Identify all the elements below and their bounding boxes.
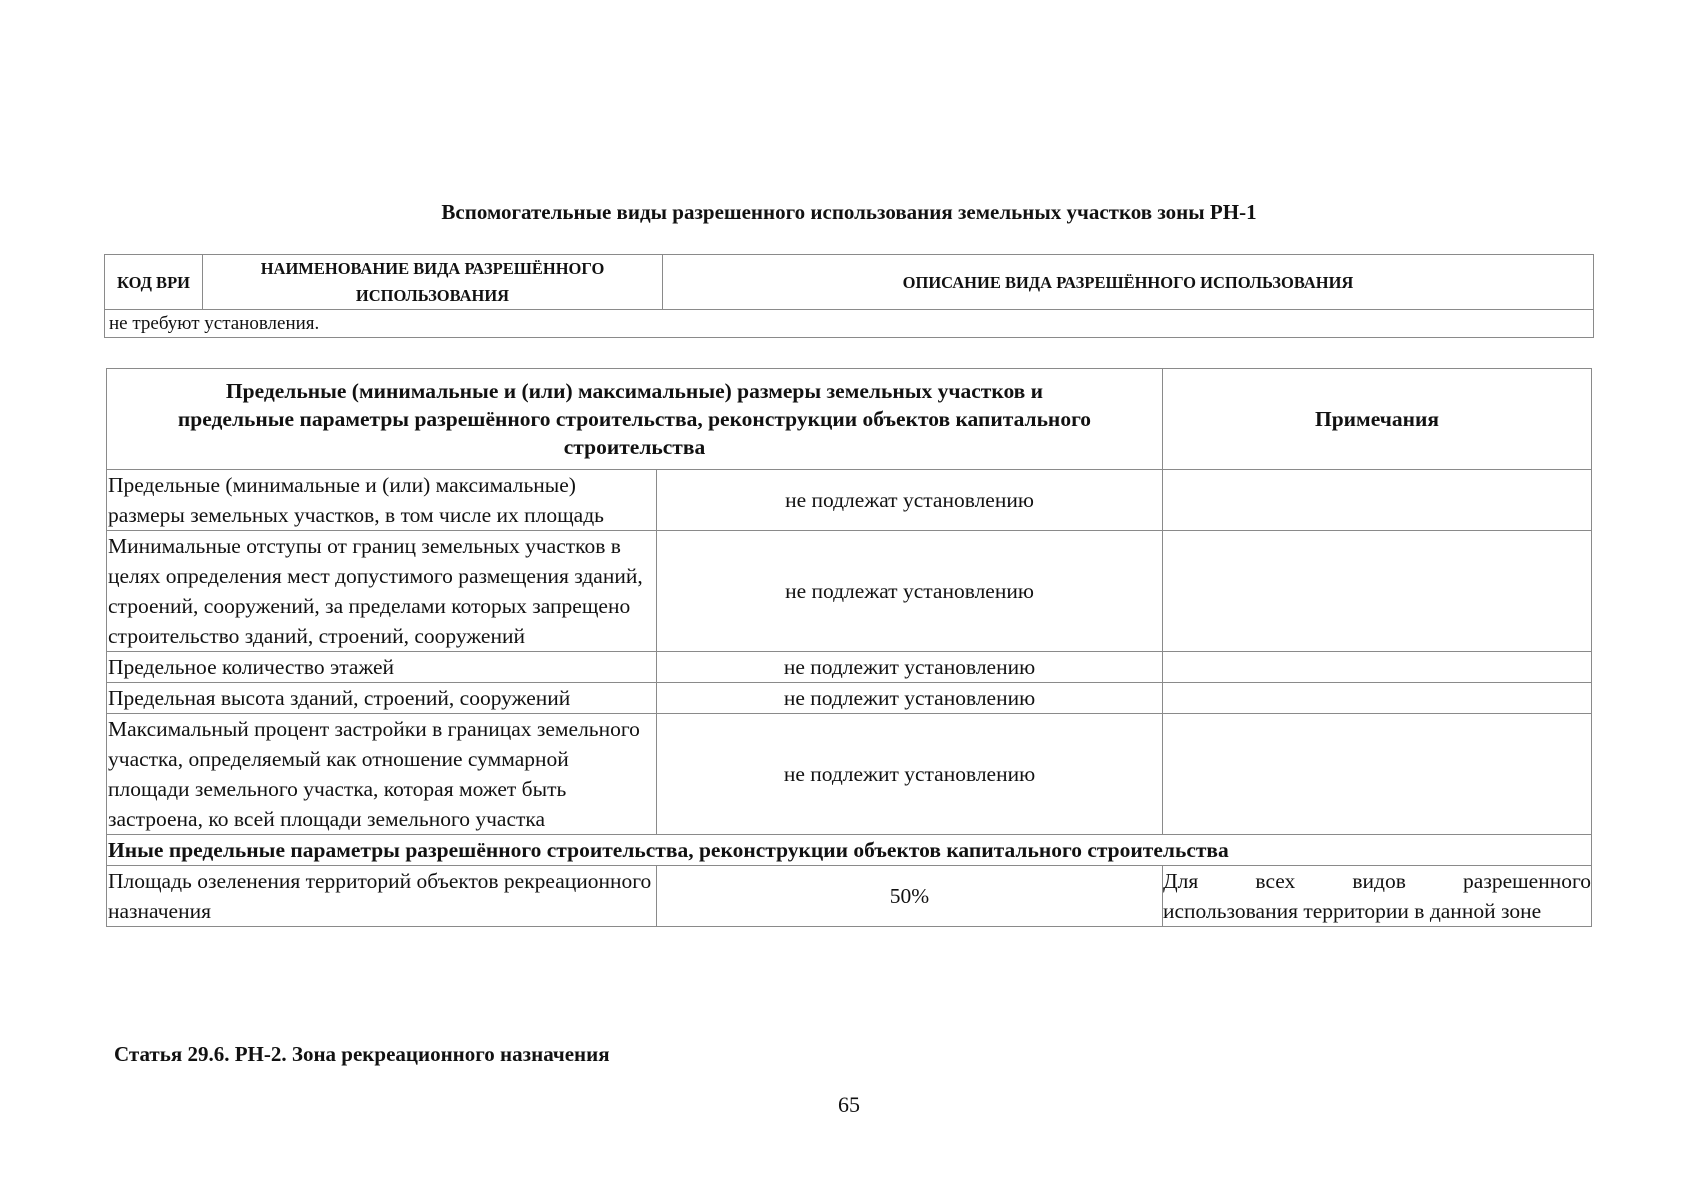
param-value: не подлежат установлению xyxy=(657,470,1163,531)
table-row xyxy=(107,683,1592,714)
header-name: НАИМЕНОВАНИЕ ВИДА РАЗРЕШЁННОГО ИСПОЛЬЗОВАНИЯ xyxy=(203,255,663,310)
article-heading: Статья 29.6. РН-2. Зона рекреационного назначения xyxy=(114,1042,610,1066)
param-value: не подлежат установлению xyxy=(657,531,1163,652)
section-title: Иные предельные параметры разрешённого строительства, реконструкции объектов капитального строительства xyxy=(107,835,1592,866)
param-note xyxy=(1163,683,1592,714)
params-table-header-row xyxy=(107,369,1592,470)
vri-table-note-row xyxy=(105,310,1594,338)
param-name: Предельное количество этажей xyxy=(107,652,657,683)
vri-table xyxy=(104,254,1594,338)
page-number: 65 xyxy=(838,1092,860,1117)
param-note xyxy=(1163,714,1592,835)
header-notes: Примечания xyxy=(1163,369,1592,470)
param-note xyxy=(1163,531,1592,652)
note-line: Для всех видов разрешенного xyxy=(1163,869,1591,893)
vri-table-header-row xyxy=(105,255,1594,310)
page-title: Вспомогательные виды разрешенного использования земельных участков зоны РН-1 xyxy=(441,200,1257,224)
header-params: Предельные (минимальные и (или) максимальные) размеры земельных участков и предельные параметры разрешённого строительства, реконструкции объектов капитального строительства xyxy=(107,369,1163,470)
params-table xyxy=(106,368,1592,927)
param-value: не подлежит установлению xyxy=(657,652,1163,683)
param-note xyxy=(1163,652,1592,683)
table-row xyxy=(107,470,1592,531)
section-row xyxy=(107,835,1592,866)
note-line: использования территории в данной зоне xyxy=(1163,899,1542,923)
param-value: не подлежит установлению xyxy=(657,683,1163,714)
header-code: КОД ВРИ xyxy=(105,255,203,310)
param-note xyxy=(1163,866,1592,927)
param-value: не подлежит установлению xyxy=(657,714,1163,835)
param-name: Предельная высота зданий, строений, сооружений xyxy=(107,683,657,714)
param-name: Площадь озеленения территорий объектов рекреационного назначения xyxy=(107,866,657,927)
param-value: 50% xyxy=(657,866,1163,927)
table-row xyxy=(107,714,1592,835)
param-name: Минимальные отступы от границ земельных участков в целях определения мест допустимого размещения зданий, строений, сооружений, за пределами которых запрещено строительство зданий, строений, сооружений xyxy=(107,531,657,652)
table-row xyxy=(107,652,1592,683)
param-name: Предельные (минимальные и (или) максимальные) размеры земельных участков, в том числе их площадь xyxy=(107,470,657,531)
vri-note: не требуют установления. xyxy=(105,310,1594,338)
param-name: Максимальный процент застройки в границах земельного участка, определяемый как отношение суммарной площади земельного участка, которая может быть застроена, ко всей площади земельного участка xyxy=(107,714,657,835)
header-description: ОПИСАНИЕ ВИДА РАЗРЕШЁННОГО ИСПОЛЬЗОВАНИЯ xyxy=(663,255,1594,310)
table-row xyxy=(107,531,1592,652)
table-row xyxy=(107,866,1592,927)
param-note xyxy=(1163,470,1592,531)
